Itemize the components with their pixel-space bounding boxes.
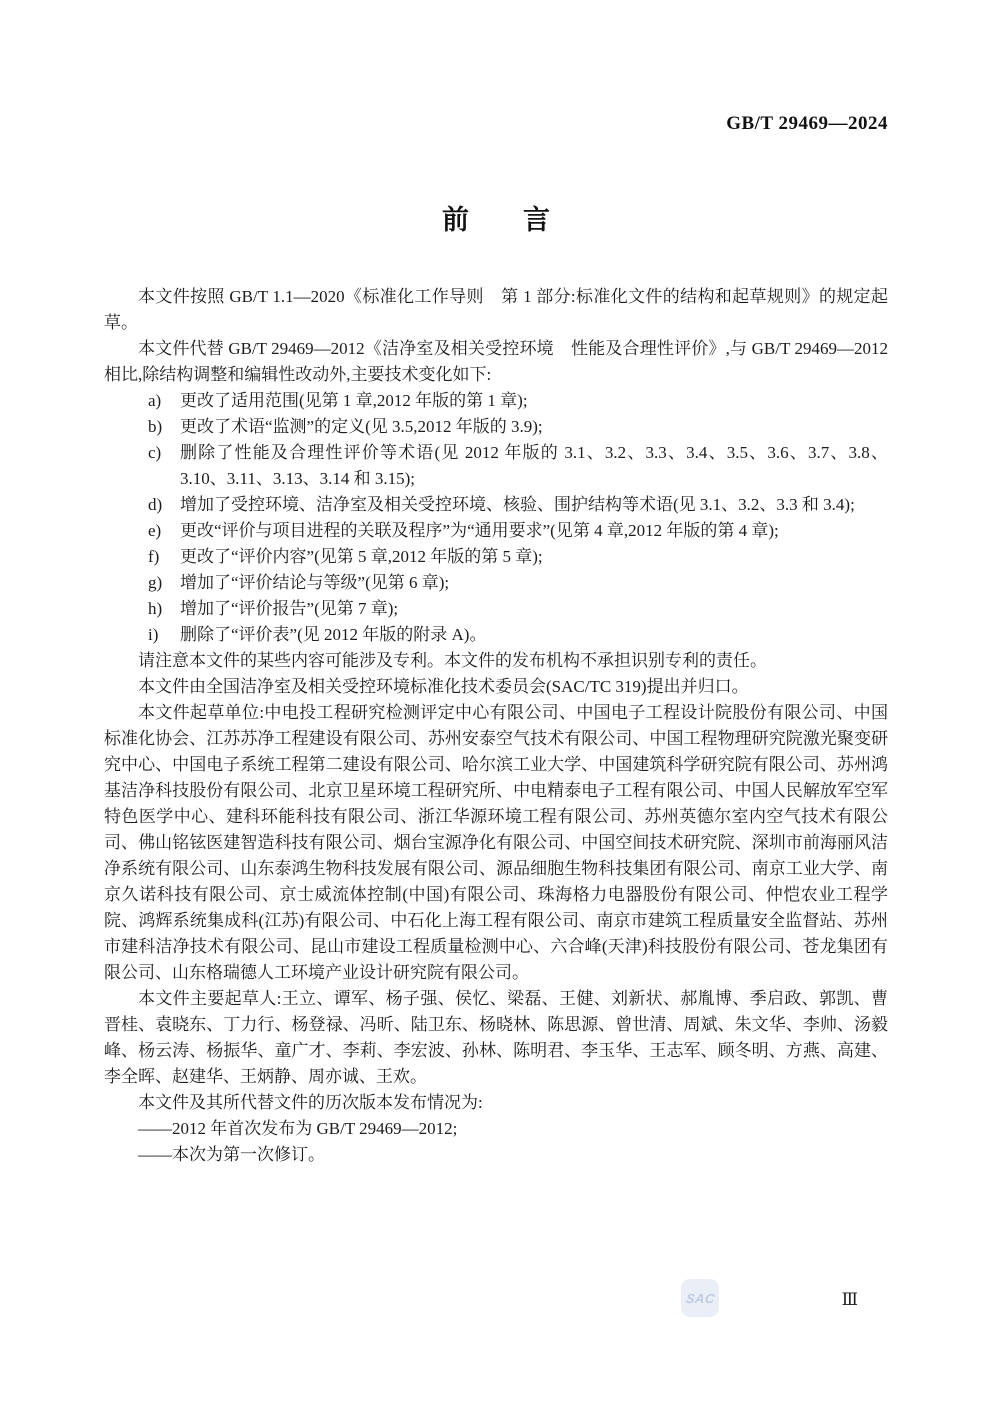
list-item-label: g)	[148, 573, 163, 592]
list-item	[148, 622, 888, 648]
list-item	[148, 492, 888, 518]
foreword-body	[104, 284, 888, 1168]
page-number: Ⅲ	[841, 1290, 858, 1309]
list-item-label: e)	[148, 521, 162, 540]
list-item	[148, 518, 888, 544]
list-item-text: 更改了“评价内容”(见第 5 章,2012 年版的第 5 章);	[180, 547, 543, 566]
list-item	[148, 388, 888, 414]
paragraph-history-intro: 本文件及其所代替文件的历次版本发布情况为:	[138, 1093, 483, 1112]
paragraph-drafting-units: 本文件起草单位:中电投工程研究检测评定中心有限公司、中国电子工程设计院股份有限公司、中国标准化协会、江苏苏净工程建设有限公司、苏州安泰空气技术有限公司、中国工程物理研究院激光聚变研究中心、中国电子系统工程第二建设有限公司、哈尔滨工业大学、中国建筑科学研究院有限公司、苏州鸿基洁净科技股份有限公司、北京卫星环境工程研究所、中电精泰电子工程有限公司、中国人民解放军空军特色医学中心、建科环能科技有限公司、浙江华源环境工程有限公司、苏州英德尔室内空气技术有限公司、佛山铭铉医建智造科技有限公司、烟台宝源净化有限公司、中国空间技术研究院、深圳市前海丽风洁净系统有限公司、山东泰鸿生物科技发展有限公司、源品细胞生物科技集团有限公司、南京工业大学、南京久诺科技有限公司、京士威流体控制(中国)有限公司、珠海格力电器股份有限公司、仲恺农业工程学院、鸿辉系统集成科(江苏)有限公司、中石化上海工程有限公司、南京市建筑工程质量安全监督站、苏州市建科洁净技术有限公司、昆山市建设工程质量检测中心、六合峰(天津)科技股份有限公司、苍龙集团有限公司、山东格瑞德人工环境产业设计研究院有限公司。	[104, 703, 888, 982]
list-item-label: i)	[148, 625, 159, 644]
history-entry-revision: ——本次为第一次修订。	[138, 1145, 325, 1164]
standard-number-header: GB/T 29469—2024	[726, 113, 888, 134]
list-item-text: 更改“评价与项目进程的关联及程序”为“通用要求”(见第 4 章,2012 年版的第 4 章);	[180, 521, 779, 540]
sac-watermark-logo	[681, 1279, 719, 1317]
list-item-label: a)	[148, 391, 162, 410]
paragraph-committee: 本文件由全国洁净室及相关受控环境标准化技术委员会(SAC/TC 319)提出并归口。	[138, 677, 749, 696]
paragraph-drafters: 本文件主要起草人:王立、谭军、杨子强、侯忆、梁磊、王健、刘新状、郝胤博、季启政、郭凯、曹晋桂、袁晓东、丁力行、杨登禄、冯昕、陆卫东、杨晓林、陈思源、曾世清、周斌、朱文华、李帅、汤毅峰、杨云涛、杨振华、童广才、李莉、李宏波、孙林、陈明君、李玉华、王志军、顾冬明、方燕、高建、李全晖、赵建华、王炳静、周亦诚、王欢。	[104, 989, 888, 1086]
list-item-text: 更改了适用范围(见第 1 章,2012 年版的第 1 章);	[180, 391, 528, 410]
list-item-text: 增加了“评价结论与等级”(见第 6 章);	[180, 573, 450, 592]
list-item-text: 增加了“评价报告”(见第 7 章);	[180, 599, 399, 618]
list-item-text: 更改了术语“监测”的定义(见 3.5,2012 年版的 3.9);	[180, 417, 543, 436]
list-item	[148, 414, 888, 440]
list-item-text: 删除了“评价表”(见 2012 年版的附录 A)。	[180, 625, 487, 644]
sac-watermark-text: SAC	[684, 1290, 716, 1306]
foreword-title: 前 言	[442, 205, 550, 235]
list-item-label: b)	[148, 417, 163, 436]
paragraph-patent-notice: 请注意本文件的某些内容可能涉及专利。本文件的发布机构不承担识别专利的责任。	[138, 651, 767, 670]
paragraph-replacement: 本文件代替 GB/T 29469—2012《洁净室及相关受控环境 性能及合理性评价》,与 GB/T 29469—2012 相比,除结构调整和编辑性改动外,主要技术变化如下:	[104, 339, 888, 384]
history-entry-first-publication: ——2012 年首次发布为 GB/T 29469—2012;	[138, 1119, 458, 1138]
list-item-label: c)	[148, 443, 162, 462]
list-item	[148, 596, 888, 622]
list-item-text: 删除了性能及合理性评价等术语(见 2012 年版的 3.1、3.2、3.3、3.4、3.5、3.6、3.7、3.8、3.10、3.11、3.13、3.14 和 3.15);	[180, 443, 888, 488]
list-item	[148, 570, 888, 596]
technical-changes-list	[104, 388, 888, 648]
list-item-label: f)	[148, 547, 160, 566]
list-item-label: h)	[148, 599, 163, 618]
list-item	[148, 440, 888, 492]
paragraph-drafting-basis: 本文件按照 GB/T 1.1—2020《标准化工作导则 第 1 部分:标准化文件的结构和起草规则》的规定起草。	[104, 287, 888, 332]
list-item-label: d)	[148, 495, 163, 514]
list-item	[148, 544, 888, 570]
list-item-text: 增加了受控环境、洁净室及相关受控环境、核验、围护结构等术语(见 3.1、3.2、3.3 和 3.4);	[180, 495, 855, 514]
